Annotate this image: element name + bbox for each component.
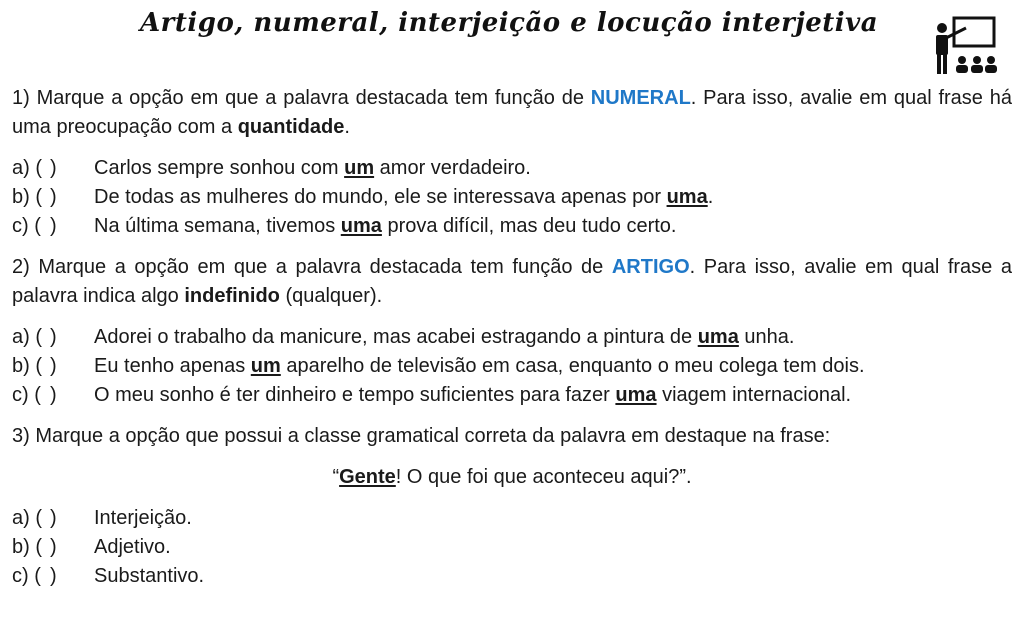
question-3: 3) Marque a opção que possui a classe gramatical correta da palavra em destaque na frase: <box>12 425 831 447</box>
highlight-word: um <box>250 355 281 377</box>
highlight-word: uma <box>666 186 708 208</box>
example-sentence: “Gente! O que foi que aconteceu aqui?”. <box>332 466 692 488</box>
q3-option-b[interactable]: b) ( ) Adjetivo. <box>12 536 171 558</box>
q3-option-a[interactable]: a) ( ) Interjeição. <box>12 507 192 529</box>
teacher-presentation-icon <box>932 14 998 76</box>
page-title: Artigo, numeral, interjeição e locução interjetiva <box>140 8 879 38</box>
exercise-content <box>12 84 1012 591</box>
page-header <box>0 0 1024 80</box>
focus-indefinido: indefinido <box>184 285 280 307</box>
q3-option-c[interactable]: c) ( ) Substantivo. <box>12 565 205 587</box>
q2-option-b[interactable]: b) ( ) Eu tenho apenas um aparelho de televisão em casa, enquanto o meu colega tem dois. <box>12 355 865 377</box>
q1-option-b[interactable]: b) ( ) De todas as mulheres do mundo, ele se interessava apenas por uma. <box>12 186 714 208</box>
keyword-numeral: NUMERAL <box>590 87 691 109</box>
focus-quantidade: quantidade <box>237 116 345 138</box>
question-1: 1) Marque a opção em que a palavra destacada tem função de NUMERAL. Para isso, avalie em qual frase há uma preocupação com a quantidade. <box>12 87 1012 138</box>
highlight-word: uma <box>615 384 657 406</box>
highlight-word: uma <box>340 215 382 237</box>
question-2: 2) Marque a opção em que a palavra destacada tem função de ARTIGO. Para isso, avalie em qual frase a palavra indica algo indefinido (qualquer). <box>12 256 1012 307</box>
q1-option-c[interactable]: c) ( ) Na última semana, tivemos uma prova difícil, mas deu tudo certo. <box>12 215 677 237</box>
q2-option-a[interactable]: a) ( ) Adorei o trabalho da manicure, mas acabei estragando a pintura de uma unha. <box>12 326 795 348</box>
highlight-word: um <box>344 157 375 179</box>
highlight-word: uma <box>697 326 739 348</box>
q2-option-c[interactable]: c) ( ) O meu sonho é ter dinheiro e tempo suficientes para fazer uma viagem internacional. <box>12 384 852 406</box>
q1-option-a[interactable]: a) ( ) Carlos sempre sonhou com um amor verdadeiro. <box>12 157 531 179</box>
keyword-artigo: ARTIGO <box>611 256 690 278</box>
highlight-word: Gente <box>339 466 396 488</box>
